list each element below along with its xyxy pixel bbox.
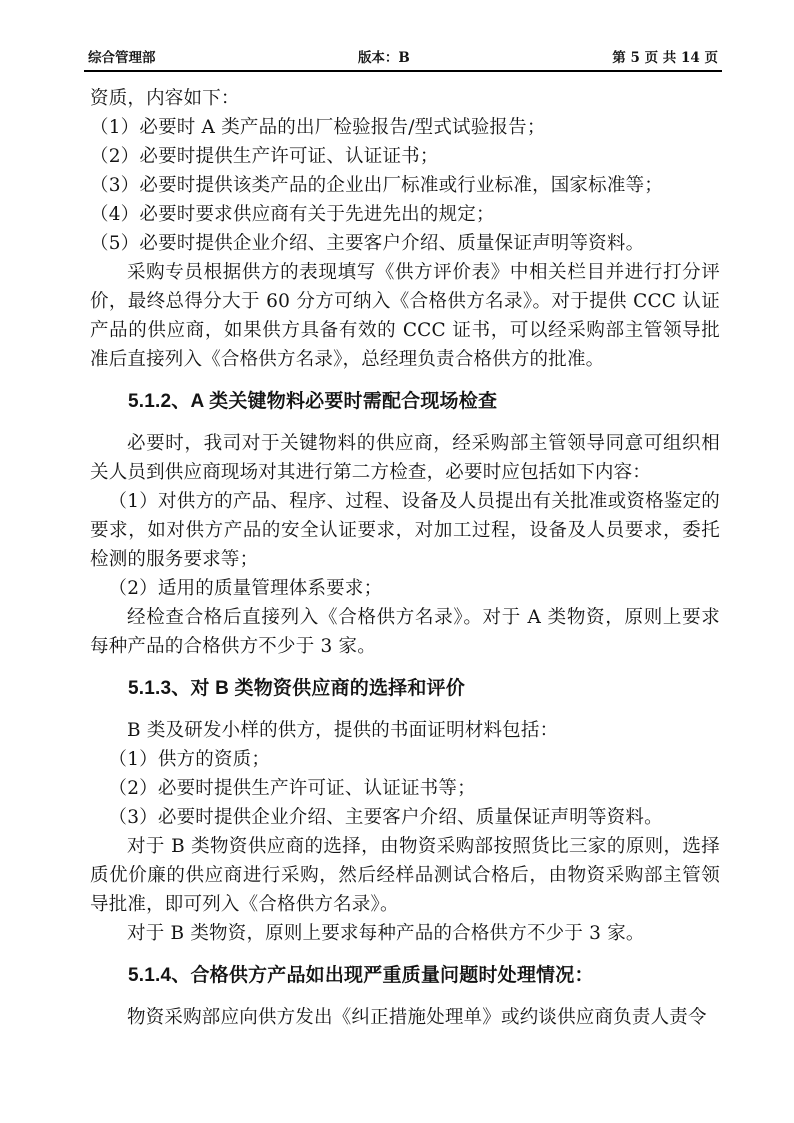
header-page-number: 第 5 页 共 14 页 bbox=[612, 50, 718, 66]
section-heading-5-1-3: 5.1.3、对 B 类物资供应商的选择和评价 bbox=[128, 678, 465, 699]
list-item-a2: （2）必要时提供生产许可证、认证证书； bbox=[90, 146, 439, 167]
list-item-b2: （2）适用的质量管理体系要求； bbox=[108, 578, 383, 599]
list-item-a3: （3）必要时提供该类产品的企业出厂标准或行业标准，国家标准等； bbox=[90, 175, 663, 196]
header-department: 综合管理部 bbox=[88, 50, 156, 66]
list-item-c3: （3）必要时提供企业介绍、主要客户介绍、质量保证声明等资料。 bbox=[108, 807, 663, 828]
section-heading-5-1-4: 5.1.4、合格供方产品如出现严重质量问题时处理情况： bbox=[128, 965, 594, 986]
list-item-a4: （4）必要时要求供应商有关于先进先出的规定； bbox=[90, 204, 495, 225]
list-item-c1: （1）供方的资质； bbox=[108, 749, 271, 770]
paragraph-corrective: 物资采购部应向供方发出《纠正措施处理单》或约谈供应商负责人责令 bbox=[127, 1007, 707, 1028]
paragraph-b-selection: 对于 B 类物资供应商的选择，由物资采购部按照货比三家的原则，选择质优价廉的供应商进行采购，然后经样品测试合格后，由物资采购部主管领导批准，即可列入《合格供方名录》。 bbox=[90, 836, 720, 915]
header-version: 版本：B bbox=[357, 50, 410, 66]
document-body bbox=[90, 84, 720, 1032]
list-item-a1: （1）必要时 A 类产品的出厂检验报告/型式试验报告； bbox=[90, 117, 546, 138]
section-heading-5-1-2: 5.1.2、A 类关键物料必要时需配合现场检查 bbox=[128, 391, 498, 412]
paragraph-b-class-docs: B 类及研发小样的供方，提供的书面证明材料包括： bbox=[127, 720, 559, 741]
paragraph-b-class-rule: 对于 B 类物资，原则上要求每种产品的合格供方不少于 3 家。 bbox=[127, 923, 645, 944]
paragraph-intro: 资质，内容如下： bbox=[90, 88, 240, 109]
paragraph-evaluation: 采购专员根据供方的表现填写《供方评价表》中相关栏目并进行打分评价，最终总得分大于 60 分方可纳入《合格供方名录》。对于提供 CCC 认证产品的供应商，如果供方具备有效的 CCC 证书，可以经采购部主管领导批准后直接列入《合格供方名录》，总经理负责合格供方的批准。 bbox=[90, 262, 720, 370]
list-item-c2: （2）必要时提供生产许可证、认证证书等； bbox=[108, 778, 476, 799]
paragraph-site-check: 必要时，我司对于关键物料的供应商，经采购部主管领导同意可组织相关人员到供应商现场对其进行第二方检查，必要时应包括如下内容： bbox=[90, 433, 720, 483]
list-item-b1: （1）对供方的产品、程序、过程、设备及人员提出有关批准或资格鉴定的要求，如对供方产品的安全认证要求，对加工过程，设备及人员要求，委托检测的服务要求等； bbox=[90, 491, 720, 570]
page-header bbox=[84, 50, 722, 72]
list-item-a5: （5）必要时提供企业介绍、主要客户介绍、质量保证声明等资料。 bbox=[90, 233, 645, 254]
paragraph-a-class-rule: 经检查合格后直接列入《合格供方名录》。对于 A 类物资，原则上要求每种产品的合格供方不少于 3 家。 bbox=[90, 607, 720, 657]
